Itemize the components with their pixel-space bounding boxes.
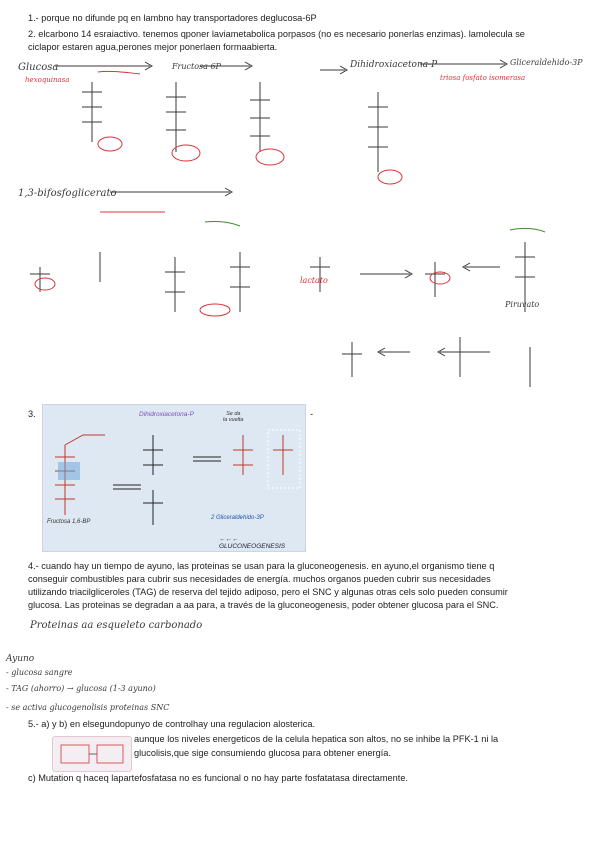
question-5-line-1: 5.- a) y b) en elsegundopunyo de controlhay una regulacion alosterica. [28,719,316,729]
molecule-d [230,252,250,312]
molecule-c [165,257,185,312]
arrow-left-2 [378,348,410,356]
right-dashed-box [268,430,300,488]
question-5-line-2: aunque los niveles energeticos de la celula hepatica son altos, no se inhibe la PFK-1 ni la [134,734,499,744]
hw-fructosa6p: Fructosa 6P [172,62,221,71]
arrow-glucosa-f6p [55,62,152,70]
molecule-f [425,262,445,297]
carbon-chain-3 [250,82,270,152]
hw-dihidroxiacetona: Dihidroxiacetona-P [350,60,438,70]
carbon-chain-1 [82,82,102,142]
hw-glucosa: Glucosa [18,62,59,73]
red-box-1 [98,71,140,74]
figure-structures [43,405,305,551]
question-1: 1.- porque no difunde pq en lambno hay transportadores deglucosa-6P [28,13,317,23]
question-2-line-1: 2. elcarbono 14 esraiactivo. tenemos qponer laviametabolica porpasos (no es necesario ponerlas enzimas). lamolecula se [28,29,525,39]
figure-right-caption: 2 Gliceraldehido-3P [211,515,264,521]
regulation-box-left [61,745,89,763]
red-circle-6 [200,304,230,316]
hw-tag: - TAG (ahorro) → glucosa (1-3 ayuno) [6,684,156,693]
fbp-highlight [58,462,80,480]
molecule-a [30,267,50,292]
question-4-line-2: conseguir combustibles para cubrir sus necesidades de energía. muchos organos pueden cubrir sus necesidades [28,574,491,584]
right-structure-2 [273,435,293,475]
hw-gliceraldehido: Gliceraldehido-3P [510,58,583,67]
gluconeogenesis-figure [42,404,306,552]
arrow-back [463,263,500,271]
hw-lactato: lactato [300,276,328,285]
hw-glicerato: 1,3-bifosfoglicerato [18,188,117,199]
question-3-number: 3. [28,409,36,419]
carbon-chain-2 [166,82,186,152]
equilibrium-right [193,457,221,461]
question-5c: c) Mutation q haceq lapartefosfatasa no es funcional o no hay parte fosfatatasa directamente. [28,773,408,783]
fbp-top [65,435,105,445]
hw-piruvato: Piruvato [505,300,540,309]
question-5-line-3: glucolisis,que sige consumiendo glucosa para obtener energía. [134,748,391,758]
figure-corner-note: Se da la vuelta [223,411,244,423]
figure-bottom-caption: ←←← GLUCONEOGENESIS [219,536,286,550]
handwritten-pathway [0,52,600,392]
red-circle-5 [35,278,55,290]
red-circle-1 [98,137,122,151]
arrow-to-dhap [320,66,347,74]
hw-glucosa-sangre: - glucosa sangre [6,668,73,677]
hw-ayuno: Ayuno [6,654,35,664]
carbon-chain-4 [368,92,388,172]
red-circle-3 [256,149,284,165]
right-structure-1 [233,435,253,475]
arrow-to-piruvato [360,270,412,278]
figure-top-label: Dihidroxiacetona-P [139,411,194,418]
hw-hexoquinasa: hexoquinasa [25,76,70,84]
equilibrium-arrows [113,485,141,489]
hw-glucogenolisis: - se activa glucogenolisis proteinas SNC [6,703,170,712]
molecule-e [310,257,330,292]
arrow-gap-glicerato [110,188,232,196]
molecule-h [342,342,362,377]
question-4-line-1: 4.- cuando hay un tiempo de ayuno, las proteinas se usan para la gluconeogenesis. en ayuno,el organismo tiene q [28,561,495,571]
question-3-dash: - [310,409,314,419]
hw-triosa-fosfato: triosa fosfato isomerasa [440,74,526,82]
question-4-line-3: utilizando triacilgliceroles (TAG) de reserva del tejido adiposo, pero el SNC y algunas otras cels solo pueden consumir [28,587,508,597]
dhap-structure [143,435,163,475]
green-note-2 [510,228,545,232]
regulation-box-right [97,745,123,763]
green-note-1 [205,222,240,227]
hw-proteinas: Proteinas aa esqueleto carbonado [30,620,203,631]
red-circle-4 [378,170,402,184]
regulation-diagram-shapes [53,737,131,771]
figure-left-caption: Fructosa 1,6-BP [47,519,91,525]
gap-structure [143,490,163,525]
question-4-line-4: glucosa. Las proteinas se degradan a aa para, a través de la gluconeogenesis, poder obtener glucosa para el SNC. [28,600,499,610]
question-2-line-2: ciclapor estaren agua,perones mejor ponerlaen formaabierta. [28,42,278,52]
molecule-i [450,337,470,377]
red-circle-2 [172,145,200,161]
regulation-diagram [52,736,132,772]
